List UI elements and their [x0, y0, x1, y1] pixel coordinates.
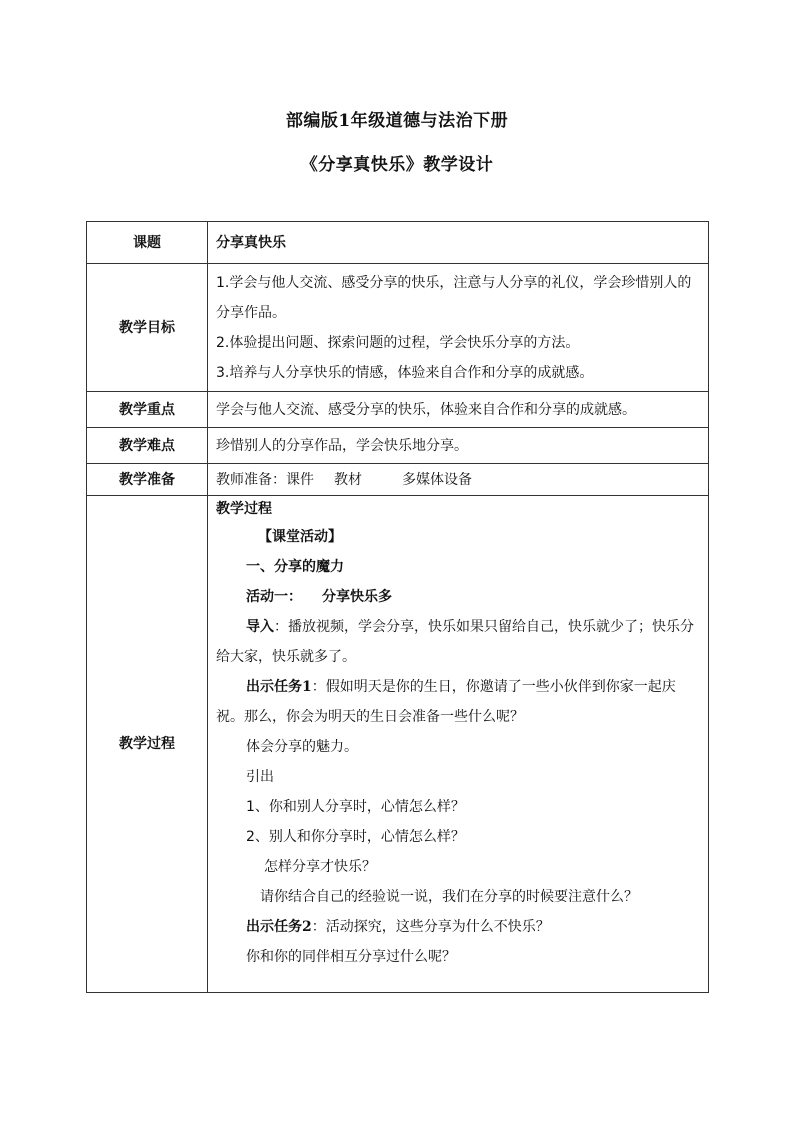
task2-paragraph [216, 912, 700, 942]
part-heading: 一、分享的魔力 [246, 559, 344, 575]
question-2: 2、别人和你分享时，心情怎么样？ [246, 829, 465, 845]
activity-label: 活动一： [246, 589, 302, 605]
how-text: 怎样分享才快乐？ [264, 859, 376, 875]
table-row-process [87, 496, 709, 993]
document-title: 部编版1年级道德与法治下册 [285, 111, 509, 131]
task1-label: 出示任务1 [246, 679, 312, 695]
shared-text: 你和你的同伴相互分享过什么呢？ [246, 949, 456, 965]
feel-text: 体会分享的魅力。 [246, 739, 358, 755]
question-1: 1、你和别人分享时，心情怎么样？ [246, 799, 465, 815]
intro-paragraph [216, 612, 700, 672]
label-goals: 教学目标 [87, 264, 208, 392]
task1-text: ：假如明天是你的生日，你邀请了一些小伙伴到你家一起庆祝。那么，你会为明天的生日会准备一些什么呢？ [216, 679, 676, 725]
intro-label: 导入 [246, 619, 274, 635]
goal-item-2: 2.体验提出问题、探索问题的过程，学会快乐分享的方法。 [216, 334, 580, 351]
label-process: 教学过程 [87, 496, 208, 993]
key-points-value: 学会与他人交流、感受分享的快乐，体验来自合作和分享的成就感。 [208, 392, 709, 428]
label-key-points: 教学重点 [87, 392, 208, 428]
discuss-text: 请你结合自己的经验说一说，我们在分享的时候要注意什么？ [260, 889, 638, 905]
lead-text: 引出 [246, 769, 274, 785]
label-preparation: 教学准备 [87, 464, 208, 496]
task2-label: 出示任务2 [246, 919, 312, 935]
label-difficulties: 教学难点 [87, 428, 208, 464]
preparation-prefix: 教师准备：课件 [216, 471, 314, 488]
process-heading: 教学过程 [216, 501, 272, 517]
goals-content [208, 264, 709, 392]
section-heading: 【课堂活动】 [258, 529, 342, 545]
goal-item-1: 1.学会与他人交流、感受分享的快乐，注意与人分享的礼仪，学会珍惜别人的分享作品。 [216, 274, 692, 321]
table-row-preparation [87, 464, 709, 496]
activity-title: 分享快乐多 [322, 589, 392, 605]
lesson-plan-table [86, 221, 709, 993]
intro-text: ：播放视频，学会分享，快乐如果只留给自己，快乐就少了；快乐分给大家，快乐就多了。 [216, 619, 694, 665]
activity-heading [216, 582, 700, 612]
table-row-goals [87, 264, 709, 392]
process-content [208, 496, 709, 993]
table-row-key-points [87, 392, 709, 428]
label-topic: 课题 [87, 222, 208, 264]
topic-value: 分享真快乐 [208, 222, 709, 264]
difficulties-value: 珍惜别人的分享作品，学会快乐地分享。 [208, 428, 709, 464]
table-row-topic [87, 222, 709, 264]
goal-item-3: 3.培养与人分享快乐的情感，体验来自合作和分享的成就感。 [216, 364, 594, 381]
preparation-item-2: 教材 [334, 471, 362, 488]
table-row-difficulties [87, 428, 709, 464]
task1-paragraph [216, 672, 700, 732]
preparation-value [208, 464, 709, 496]
task2-text: ：活动探究，这些分享为什么不快乐？ [311, 919, 550, 935]
preparation-item-3: 多媒体设备 [402, 471, 472, 488]
document-subtitle: 《分享真快乐》教学设计 [300, 155, 494, 175]
